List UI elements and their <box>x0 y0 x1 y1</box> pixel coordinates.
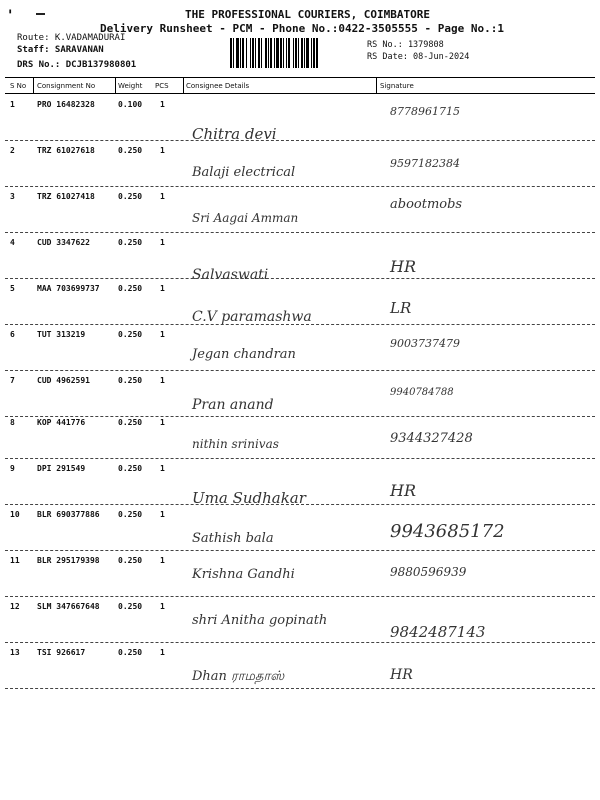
row-sno: 1 <box>10 100 15 109</box>
staff-label: Staff: SARAVANAN <box>17 45 104 55</box>
row-weight: 0.250 <box>118 510 143 519</box>
row-pcs: 1 <box>160 100 165 109</box>
table-header-rule <box>5 93 595 94</box>
row-consignee-handwritten: nithin srinivas <box>192 437 279 451</box>
row-separator <box>5 324 595 325</box>
col-header-consignee: Consignee Details <box>186 82 250 90</box>
row-pcs: 1 <box>160 192 165 201</box>
row-weight: 0.250 <box>118 192 143 201</box>
row-sno: 8 <box>10 418 15 427</box>
row-pcs: 1 <box>160 376 165 385</box>
row-consignee-handwritten: Jegan chandran <box>192 347 296 362</box>
row-pcs: 1 <box>160 238 165 247</box>
row-weight: 0.250 <box>118 556 143 565</box>
row-signature-handwritten: 9842487143 <box>390 623 486 641</box>
row-signature-handwritten: 8778961715 <box>390 105 460 118</box>
row-consignment-no: BLR 690377886 <box>37 510 100 519</box>
row-separator <box>5 140 595 141</box>
row-pcs: 1 <box>160 556 165 565</box>
row-separator <box>5 232 595 233</box>
col-header-consignment: Consignment No <box>37 82 96 90</box>
col-header-weight: Weight <box>118 82 143 90</box>
row-pcs: 1 <box>160 602 165 611</box>
row-consignee-handwritten: Sathish bala <box>192 531 274 546</box>
row-consignment-no: CUD 3347622 <box>37 238 90 247</box>
row-signature-handwritten: LR <box>390 299 412 317</box>
row-separator <box>5 642 595 643</box>
row-consignee-handwritten: C.V paramashwa <box>192 309 312 325</box>
col-divider <box>376 78 377 93</box>
row-weight: 0.250 <box>118 648 143 657</box>
row-weight: 0.250 <box>118 602 143 611</box>
row-pcs: 1 <box>160 284 165 293</box>
col-divider <box>33 78 34 93</box>
row-signature-handwritten: HR <box>390 481 416 500</box>
row-separator <box>5 278 595 279</box>
row-signature-handwritten: 9943685172 <box>390 521 505 542</box>
row-consignee-handwritten: Krishna Gandhi <box>192 567 295 582</box>
row-signature-handwritten: 9344327428 <box>390 431 473 446</box>
row-consignment-no: PRO 16482328 <box>37 100 95 109</box>
row-signature-handwritten: abootmobs <box>390 197 463 212</box>
row-separator <box>5 688 595 689</box>
row-consignment-no: SLM 347667648 <box>37 602 100 611</box>
company-title: THE PROFESSIONAL COURIERS, COIMBATORE <box>185 8 431 21</box>
row-consignment-no: TUT 313219 <box>37 330 86 339</box>
row-signature-handwritten: 9940784788 <box>390 387 454 398</box>
row-consignee-handwritten: Sri Aagai Amman <box>192 211 299 225</box>
row-sno: 5 <box>10 284 15 293</box>
route-label: Route: K.VADAMADURAI <box>17 33 126 43</box>
row-signature-handwritten: 9003737479 <box>390 337 460 350</box>
row-separator <box>5 370 595 371</box>
table-top-rule <box>5 77 595 78</box>
row-separator <box>5 596 595 597</box>
row-weight: 0.250 <box>118 418 143 427</box>
row-pcs: 1 <box>160 648 165 657</box>
row-pcs: 1 <box>160 418 165 427</box>
row-sno: 4 <box>10 238 15 247</box>
row-separator <box>5 550 595 551</box>
row-consignment-no: TRZ 61027418 <box>37 192 95 201</box>
runsheet-subtitle: Delivery Runsheet - PCM - Phone No.:0422-3505555 - Page No.:1 <box>100 22 504 35</box>
row-sno: 6 <box>10 330 15 339</box>
col-divider <box>183 78 184 93</box>
row-sno: 13 <box>10 648 20 657</box>
row-consignee-handwritten: Salvaswati <box>192 267 269 283</box>
row-consignment-no: DPI 291549 <box>37 464 86 473</box>
row-pcs: 1 <box>160 146 165 155</box>
row-weight: 0.250 <box>118 146 143 155</box>
row-weight: 0.250 <box>118 330 143 339</box>
row-pcs: 1 <box>160 510 165 519</box>
rs-date: RS Date: 08-Jun-2024 <box>367 52 470 62</box>
col-header-signature: Signature <box>380 82 414 90</box>
row-pcs: 1 <box>160 464 165 473</box>
row-sno: 9 <box>10 464 15 473</box>
row-sno: 10 <box>10 510 20 519</box>
row-sno: 11 <box>10 556 20 565</box>
row-consignee-handwritten: shri Anitha gopinath <box>192 613 328 628</box>
row-weight: 0.250 <box>118 376 143 385</box>
row-separator <box>5 416 595 417</box>
row-consignment-no: KOP 441776 <box>37 418 86 427</box>
row-consignment-no: CUD 4962591 <box>37 376 90 385</box>
row-consignment-no: MAA 703699737 <box>37 284 100 293</box>
row-consignee-handwritten: Dhan ராமதாஸ் <box>192 669 285 684</box>
row-signature-handwritten: 9880596939 <box>390 565 467 579</box>
row-consignment-no: TRZ 61027618 <box>37 146 95 155</box>
row-consignee-handwritten: Uma Sudhakar <box>192 489 306 507</box>
row-separator <box>5 458 595 459</box>
row-pcs: 1 <box>160 330 165 339</box>
row-consignee-handwritten: Balaji electrical <box>192 165 296 180</box>
row-sno: 2 <box>10 146 15 155</box>
row-separator <box>5 504 595 505</box>
row-weight: 0.250 <box>118 284 143 293</box>
corner-mark: ' <box>6 8 15 24</box>
row-weight: 0.250 <box>118 238 143 247</box>
row-consignment-no: TSI 926617 <box>37 648 86 657</box>
col-header-sno: S No <box>10 82 27 90</box>
rs-number: RS No.: 1379808 <box>367 40 444 50</box>
row-weight: 0.100 <box>118 100 143 109</box>
barcode-image <box>230 38 360 68</box>
col-divider <box>115 78 116 93</box>
row-weight: 0.250 <box>118 464 143 473</box>
drs-number: DRS No.: DCJB137980801 <box>17 60 137 70</box>
row-sno: 3 <box>10 192 15 201</box>
row-consignment-no: BLR 295179398 <box>37 556 100 565</box>
row-sno: 12 <box>10 602 20 611</box>
row-consignee-handwritten: Pran anand <box>192 397 274 413</box>
row-signature-handwritten: HR <box>390 667 413 683</box>
row-signature-handwritten: HR <box>390 257 416 276</box>
row-consignee-handwritten: Chitra devi <box>192 125 277 143</box>
row-separator <box>5 186 595 187</box>
row-sno: 7 <box>10 376 15 385</box>
row-signature-handwritten: 9597182384 <box>390 157 460 170</box>
corner-tick <box>36 13 45 15</box>
col-header-pcs: PCS <box>155 82 169 90</box>
